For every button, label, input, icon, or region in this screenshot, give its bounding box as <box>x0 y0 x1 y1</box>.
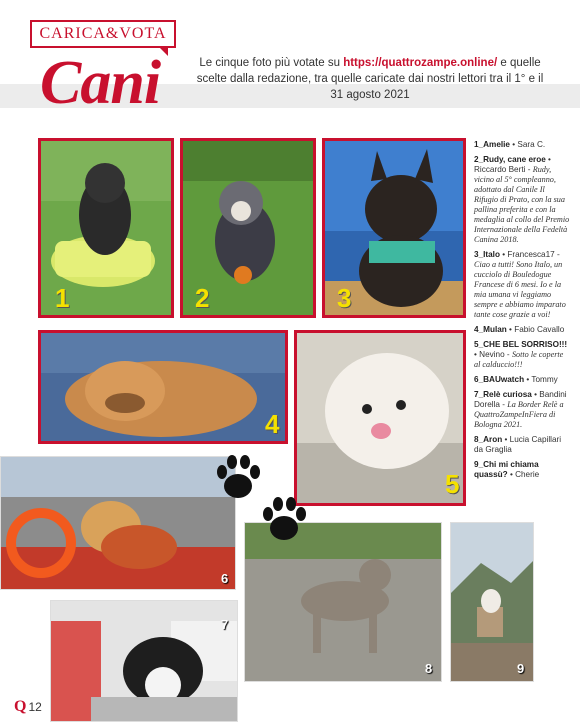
photo-credits <box>474 140 570 485</box>
credit-name: CHE BEL SORRISO!!! <box>483 340 568 349</box>
credit-note: - Ciao a tutti! Sono Italo, un cucciolo di Bouledogue Francese di 6 mesi. Io e la mia umana vi leggiamo sempre e abbiamo imparato tante cose grazie a voi! <box>474 250 566 319</box>
paw-print-icon-2 <box>258 494 310 546</box>
credit-item: 3_Italo • Francesca17 - Ciao a tutti! Sono Italo, un cucciolo di Bouledogue Francese di 6 mesi. Io e la mia umana vi leggiamo sempre e abbiamo imparato tante cose grazie a voi! <box>474 250 566 319</box>
credit-author: Fabio Cavallo <box>514 325 565 334</box>
credit-name: Italo <box>483 250 500 259</box>
paw-print-icon <box>212 452 264 504</box>
credit-note: La Border Relè a QuattroZampeInFiera di Bologna 2021. <box>474 400 564 429</box>
intro-text <box>190 55 550 103</box>
photo-7 <box>50 600 238 722</box>
magazine-logo-icon: Q <box>14 698 27 715</box>
page-number <box>14 698 42 716</box>
credit-item: 9_Chi mi chiama quassù? • Cherie <box>474 460 540 479</box>
photo-5-number: 5 <box>445 469 460 499</box>
credit-id: 5 <box>474 340 479 349</box>
credit-author: Tommy <box>531 375 558 384</box>
photo-4 <box>38 330 288 444</box>
photo-8 <box>244 522 442 682</box>
intro-before: Le cinque foto più votate su <box>199 57 344 69</box>
credit-name: Rudy, cane eroe <box>483 155 546 164</box>
credit-item: 6_BAUwatch • Tommy <box>474 375 558 384</box>
credit-id: 9 <box>474 460 479 469</box>
photo-9-number: 9 <box>517 661 525 676</box>
photo-9-image <box>451 523 534 682</box>
photo-8-number: 8 <box>425 661 433 676</box>
photo-1-number: 1 <box>55 283 70 313</box>
credit-author: Bandini Dorella - <box>474 390 567 409</box>
photo-4-image <box>41 333 285 441</box>
credit-item: 1_Amelie • Sara C. <box>474 140 546 149</box>
credit-id: 6 <box>474 375 479 384</box>
credit-author: Lucia Capillari da Graglia <box>474 435 562 454</box>
credit-name: Aron <box>483 435 503 444</box>
credit-name: Relè curiosa <box>483 390 532 399</box>
credit-id: 7 <box>474 390 479 399</box>
photo-6-number: 6 <box>221 571 229 586</box>
page-title: Cani <box>40 49 161 117</box>
credit-id: 1 <box>474 140 479 149</box>
page-number-value: 12 <box>28 700 42 714</box>
photo-7-image <box>51 601 238 722</box>
credit-id: 3 <box>474 250 479 259</box>
intro-link[interactable]: https://quattrozampe.online/ <box>343 57 498 69</box>
credit-author: Cherie <box>515 470 540 479</box>
credit-id: 8 <box>474 435 479 444</box>
section-badge: CARICA&VOTA <box>30 20 176 48</box>
photo-8-image <box>245 523 442 682</box>
credit-item: 2_Rudy, cane eroe • Riccardo Berti - Rudy, vicino al 5° compleanno, adottato dal Canile Il Rifugio di Prato, con la sua pallina preferita e con la medaglia al collo del Premio Internazionale della Fedeltà Canina 2018. <box>474 155 570 244</box>
photo-3 <box>322 138 466 318</box>
photo-6-image <box>1 457 236 590</box>
photo-5-image <box>297 333 463 503</box>
credit-author: Riccardo Berti - <box>474 165 531 174</box>
credit-item: 8_Aron • Lucia Capillari da Graglia <box>474 435 562 454</box>
credit-author: Francesca17 <box>507 250 555 259</box>
photo-2-number: 2 <box>195 283 210 313</box>
credit-item: 4_Mulan • Fabio Cavallo <box>474 325 565 334</box>
photo-1 <box>38 138 174 318</box>
credit-name: BAUwatch <box>483 375 525 384</box>
photo-6 <box>0 456 236 590</box>
intro-after: e quelle scelte dalla redazione, tra quelle caricate dai nostri lettori tra il 1° e il 31 agosto 2021 <box>196 57 544 101</box>
credit-author: Nevino - <box>479 350 510 359</box>
credit-item: 7_Relè curiosa • Bandini Dorella - La Border Relè a QuattroZampeInFiera di Bologna 2021. <box>474 390 567 429</box>
photo-5 <box>294 330 466 506</box>
credit-author: Sara C. <box>517 140 546 149</box>
credit-note: Rudy, vicino al 5° compleanno, adottato dal Canile Il Rifugio di Prato, con la sua pallina preferita e con la medaglia al collo del Premio Internazionale della Fedeltà Canina 2018. <box>474 165 570 244</box>
credit-id: 4 <box>474 325 479 334</box>
credit-name: Chi mi chiama quassù? <box>474 460 539 479</box>
credit-id: 2 <box>474 155 479 164</box>
photo-3-number: 3 <box>337 283 352 313</box>
credit-item: 5_CHE BEL SORRISO!!! • Nevino - Sotto le coperte al calduccio!!! <box>474 340 568 369</box>
credit-note: Sotto le coperte al calduccio!!! <box>474 350 564 369</box>
photo-7-number: 7 <box>221 617 229 632</box>
photo-4-number: 4 <box>265 409 280 439</box>
photo-9 <box>450 522 534 682</box>
credit-name: Amelie <box>483 140 510 149</box>
credit-name: Mulan <box>483 325 507 334</box>
photo-2 <box>180 138 316 318</box>
